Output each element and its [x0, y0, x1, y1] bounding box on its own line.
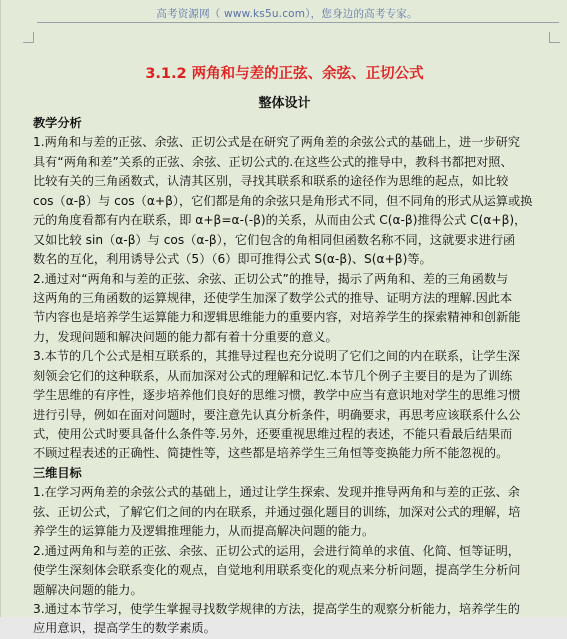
- paragraph-line: 1.两角和与差的正弦、余弦、正切公式是在研究了两角差的余弦公式的基础上，进一步研究: [33, 135, 520, 150]
- paragraph-line: 使学生深刻体会联系变化的观点，自觉地利用联系变化的观点来分析问题，提高学生分析问: [33, 563, 521, 578]
- paragraph-line: 具有“两角和差”关系的正弦、余弦、正切公式的.在这些公式的推导中，教科书都把对照、: [33, 154, 513, 169]
- paragraph-line: cos（α-β）与 cos（α+β），它们都是角的余弦只是角形式不同，但不同角的形式从运算或换: [33, 193, 533, 208]
- paragraph-line: 式，使用公式时要具备什么条件等.另外，还要重视思维过程的表述，不能只看最后结果而: [33, 427, 513, 441]
- paragraph-line: 3.通过本节学习，使学生掌握寻找数学规律的方法，提高学生的观察分析能力，培养学生的: [33, 601, 520, 616]
- margin-corner-mark: [549, 32, 560, 43]
- paragraph-line: 2.通过两角和与差的正弦、余弦、正切公式的运用，会进行简单的求值、化简、恒等证明，: [33, 543, 520, 558]
- margin-corner-mark: [23, 32, 34, 43]
- header-rule: [37, 22, 559, 23]
- paragraph-line: 养学生的运算能力及逻辑推理能力，从而提高解决问题的能力。: [33, 524, 375, 539]
- paragraph-line: 进行引导，例如在面对问题时，要注意先认真分析条件，明确要求，再思考应该联系什么公: [33, 407, 521, 422]
- paragraph-line: 不顾过程表述的正确性、简捷性等，这些都是培养学生三角恒等变换能力所不能忽视的。: [33, 446, 509, 461]
- paragraph-line: 节内容也是培养学生运算能力和逻辑思维能力的重要内容，对培养学生的探索精神和创新能: [33, 310, 521, 325]
- paragraph-line: 这两角的三角函数的运算规律，还使学生加深了数学公式的推导、证明方法的理解.因此本: [33, 290, 513, 305]
- paragraph-line: 数名的互化，利用诱导公式（5）（6）即可推得公式 S(α-β)、S(α+β)等。: [33, 252, 432, 267]
- section-subtitle: 整体设计: [258, 96, 311, 111]
- paragraph-line: 2.通过对“两角和与差的正弦、余弦、正切公式”的推导，揭示了两角和、差的三角函数与: [33, 271, 509, 286]
- paragraph-line: 题解决问题的能力。: [33, 582, 143, 597]
- paragraph-line: 学生思维的有序性，逐步培养他们良好的思维习惯，教学中应当有意识地对学生的思维习惯: [33, 388, 521, 403]
- document-body: [33, 114, 543, 639]
- section-heading: 三维目标: [33, 465, 82, 480]
- lesson-title: 3.1.2 两角和与差的正弦、余弦、正切公式: [145, 66, 424, 82]
- paragraph-line: 1.在学习两角差的余弦公式的基础上，通过让学生探索、发现并推导两角和与差的正弦、余: [33, 485, 520, 500]
- paragraph-line: 应用意识，提高学生的数学素质。: [33, 621, 216, 636]
- paragraph-line: 元的角度看都有内在联系，即 α+β=α-(-β)的关系，从而由公式 C(α-β)推得公式 C(α+β)，: [33, 213, 527, 228]
- paragraph-line: 比较有关的三角函数式，认清其区别，寻找其联系和联系的途径作为思维的起点，如比较: [33, 174, 509, 189]
- paragraph-line: 又如比较 sin（α-β）与 cos（α-β），它们包含的角相同但函数名称不同，这就要求进行函: [33, 232, 516, 247]
- section-heading: 教学分析: [33, 116, 82, 130]
- paragraph-line: 力，发现问题和解决问题的能力都有着十分重要的意义。: [33, 329, 338, 344]
- page-header: 高考资源网（ www.ks5u.com），您身边的高考专家。: [156, 8, 418, 20]
- paragraph-line: 刻领会它们的这种联系，从而加深对公式的理解和记忆.本节几个例子主要目的是为了训练: [33, 368, 513, 383]
- paragraph-line: 弦、正切公式，了解它们之间的内在联系，并通过强化题目的训练，加深对公式的理解，培: [33, 504, 521, 519]
- paragraph-line: 3.本节的几个公式是相互联系的，其推导过程也充分说明了它们之间的内在联系，让学生深: [33, 349, 520, 364]
